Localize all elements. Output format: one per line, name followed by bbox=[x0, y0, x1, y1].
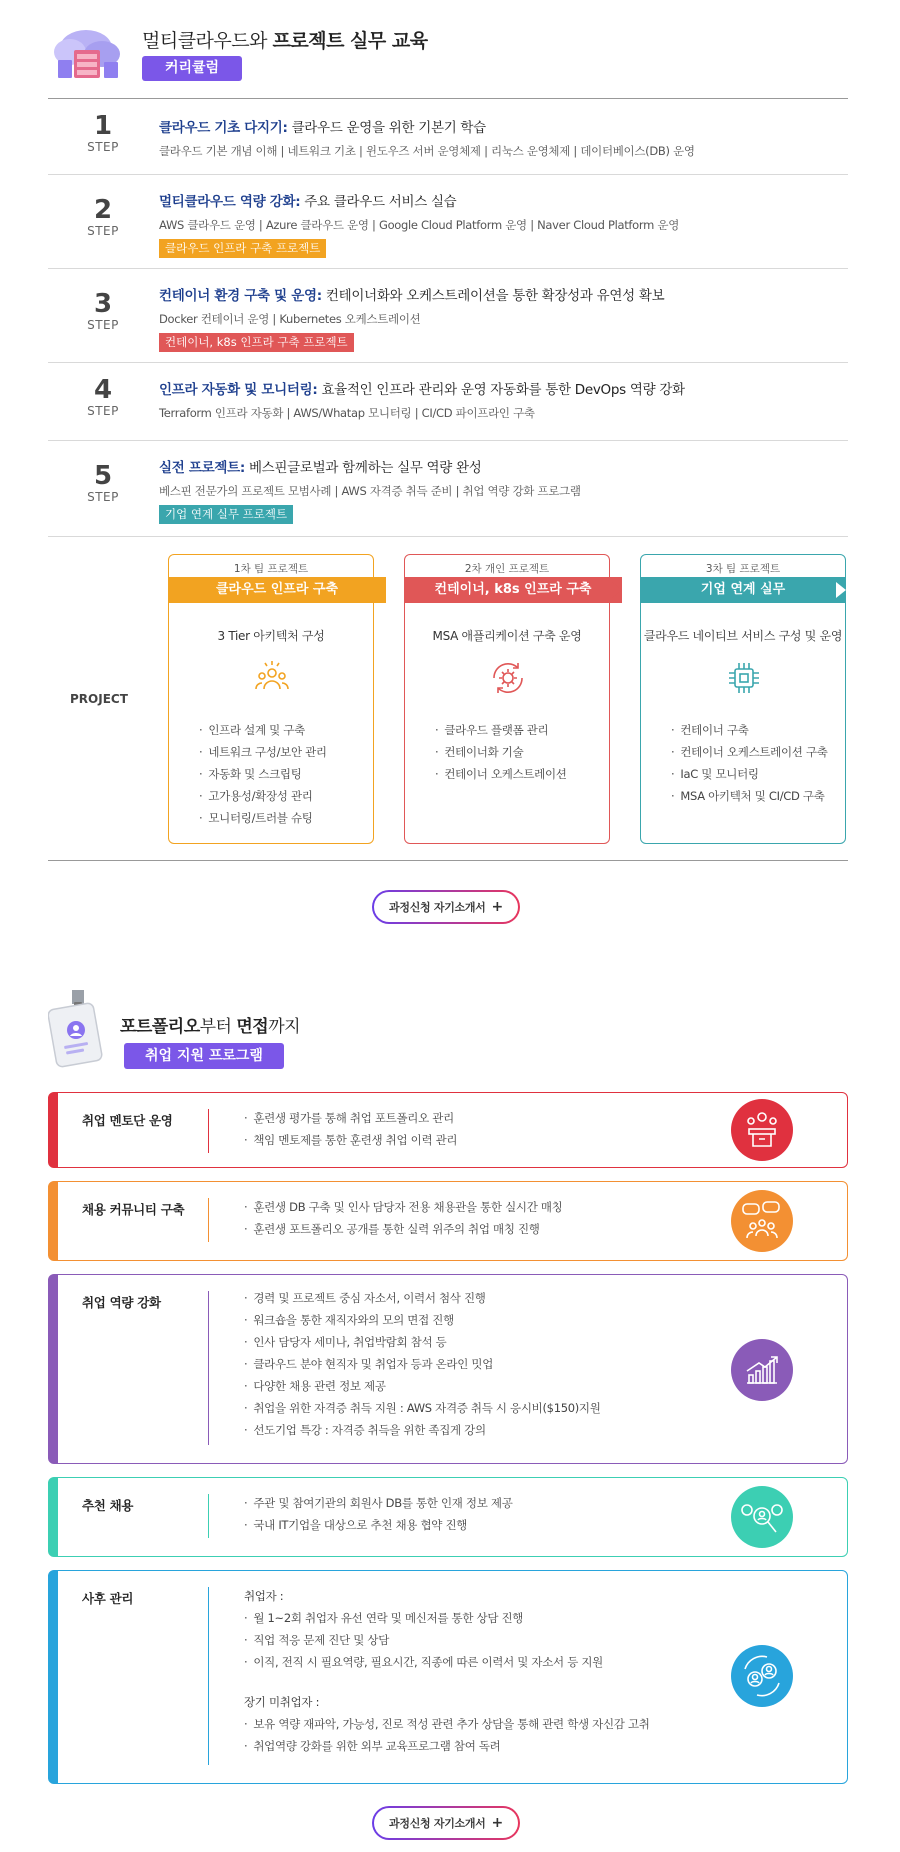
project-items bbox=[199, 719, 327, 829]
apply-button-label: 과정신청 자기소개서 bbox=[389, 1817, 486, 1830]
step-label: STEP bbox=[87, 224, 119, 238]
step-3 bbox=[48, 282, 848, 362]
divider bbox=[48, 440, 848, 441]
divider bbox=[48, 536, 848, 537]
support-box-items bbox=[244, 1585, 650, 1757]
step-tag: 클라우드 인프라 구축 프로젝트 bbox=[159, 239, 326, 258]
list-item: · 훈련생 평가를 통해 취업 포트폴리오 관리 bbox=[244, 1107, 457, 1129]
project-sub: 2차 개인 프로젝트 bbox=[464, 563, 550, 575]
step-title: 인프라 자동화 및 모니터링: 효율적인 인프라 관리와 운영 자동화를 통한 DevOps 역량 강화 bbox=[159, 382, 685, 398]
list-item: · 컨테이너화 기술 bbox=[435, 741, 567, 763]
step-title: 클라우드 기초 다지기: 클라우드 운영을 위한 기본기 학습 bbox=[159, 120, 486, 136]
list-item: · 고가용성/확장성 관리 bbox=[199, 785, 327, 807]
list-item: · 주관 및 참여기관의 회원사 DB를 통한 인재 정보 제공 bbox=[244, 1492, 513, 1514]
step-desc: Docker 컨테이너 운영 | Kubernetes 오케스트레이션 bbox=[159, 312, 421, 326]
list-item: · 다양한 채용 관련 정보 제공 bbox=[244, 1375, 601, 1397]
list-item: · 워크숍을 통한 재직자와의 모의 면접 진행 bbox=[244, 1309, 601, 1331]
list-item: · 자동화 및 스크립팅 bbox=[199, 763, 327, 785]
list-item: · 클라우드 분야 현직자 및 취업자 등과 온라인 밋업 bbox=[244, 1353, 601, 1375]
curriculum-title: 멀티클라우드와 프로젝트 실무 교육 bbox=[142, 30, 428, 52]
list-item: · 국내 IT기업을 대상으로 추천 채용 협약 진행 bbox=[244, 1514, 513, 1536]
support-box-recommend bbox=[48, 1477, 848, 1557]
list-item: · 월 1~2회 취업자 유선 연락 및 메신저를 통한 상담 진행 bbox=[244, 1607, 650, 1629]
step-desc: 베스핀 전문가의 프로젝트 모범사례 | AWS 자격증 취득 준비 | 취업 역량 강화 프로그램 bbox=[159, 484, 581, 498]
step-tag: 기업 연계 실무 프로젝트 bbox=[159, 505, 293, 524]
team-icon bbox=[253, 659, 291, 697]
growth-chart-icon bbox=[731, 1339, 793, 1401]
apply-button-label: 과정신청 자기소개서 bbox=[389, 901, 486, 914]
support-box-items bbox=[244, 1107, 457, 1151]
step-desc: Terraform 인프라 자동화 | AWS/Whatap 모니터링 | CI/CD 파이프라인 구축 bbox=[159, 406, 535, 420]
apply-button[interactable] bbox=[372, 1806, 520, 1840]
step-2 bbox=[48, 188, 848, 268]
support-box-title: 채용 커뮤니티 구축 bbox=[82, 1202, 185, 1217]
project-heading: MSA 애플리케이션 구축 운영 bbox=[432, 629, 582, 643]
project-card-2 bbox=[404, 554, 610, 844]
plus-icon: + bbox=[491, 1815, 503, 1831]
list-item: · 보유 역량 재파악, 가능성, 진로 적성 관련 추가 상담을 통해 관련 학생 자신감 고취 bbox=[244, 1713, 650, 1735]
project-heading: 클라우드 네이티브 서비스 구성 및 운영 bbox=[643, 629, 843, 643]
cloud-server-icon bbox=[48, 20, 128, 84]
divider bbox=[208, 1494, 209, 1538]
project-card-1 bbox=[168, 554, 374, 844]
divider bbox=[208, 1587, 209, 1765]
project-label: PROJECT bbox=[70, 692, 128, 706]
step-title: 실전 프로젝트: 베스핀글로벌과 함께하는 실무 역량 완성 bbox=[159, 460, 482, 476]
support-box-community bbox=[48, 1181, 848, 1261]
support-box-items bbox=[244, 1492, 513, 1536]
divider bbox=[208, 1291, 209, 1445]
step-title: 멀티클라우드 역량 강화: 주요 클라우드 서비스 실습 bbox=[159, 194, 457, 210]
list-item: · 인사 담당자 세미나, 취업박람회 참석 등 bbox=[244, 1331, 601, 1353]
divider bbox=[208, 1109, 209, 1153]
project-band: 클라우드 인프라 구축 bbox=[168, 577, 386, 603]
gear-cycle-icon bbox=[489, 659, 527, 697]
divider bbox=[48, 268, 848, 269]
list-item: · 이직, 전직 시 필요역량, 필요시간, 직종에 따른 이력서 및 자소서 등 지원 bbox=[244, 1651, 650, 1673]
project-items bbox=[435, 719, 567, 785]
step-label: STEP bbox=[87, 318, 119, 332]
step-label: STEP bbox=[87, 404, 119, 418]
list-item: · 컨테이너 구축 bbox=[671, 719, 828, 741]
project-band: 컨테이너, k8s 인프라 구축 bbox=[404, 577, 622, 603]
list-item: · MSA 아키텍처 및 CI/CD 구축 bbox=[671, 785, 828, 807]
project-band: 기업 연계 실무 bbox=[640, 577, 846, 603]
support-box-items bbox=[244, 1287, 601, 1441]
step-tag: 컨테이너, k8s 인프라 구축 프로젝트 bbox=[159, 333, 354, 352]
divider bbox=[208, 1198, 209, 1242]
divider bbox=[48, 98, 848, 99]
project-items bbox=[671, 719, 828, 807]
step-label: STEP bbox=[87, 140, 119, 154]
support-box-title: 추천 채용 bbox=[82, 1498, 134, 1513]
step-desc: 클라우드 기본 개념 이해 | 네트워크 기초 | 윈도우즈 서버 운영체제 | 리눅스 운영체제 | 데이터베이스(DB) 운영 bbox=[159, 144, 695, 158]
list-item: · 컨테이너 오케스트레이션 구축 bbox=[671, 741, 828, 763]
chip-icon bbox=[725, 659, 763, 697]
support-box-competency bbox=[48, 1274, 848, 1464]
mentor-podium-icon bbox=[731, 1099, 793, 1161]
step-number: 4 bbox=[93, 375, 113, 405]
curriculum-badge: 커리큘럼 bbox=[142, 56, 242, 81]
divider bbox=[48, 362, 848, 363]
project-sub: 1차 팀 프로젝트 bbox=[233, 563, 309, 575]
list-item: · 훈련생 DB 구축 및 인사 담당자 전용 채용관을 통한 실시간 매칭 bbox=[244, 1196, 562, 1218]
list-item: · 경력 및 프로젝트 중심 자소서, 이력서 첨삭 진행 bbox=[244, 1287, 601, 1309]
project-heading: 3 Tier 아키텍처 구성 bbox=[217, 629, 325, 643]
apply-button[interactable] bbox=[372, 890, 520, 924]
support-box-title: 취업 멘토단 운영 bbox=[82, 1113, 173, 1128]
group-heading: 장기 미취업자 : bbox=[244, 1695, 320, 1709]
step-label: STEP bbox=[87, 490, 119, 504]
step-number: 1 bbox=[93, 111, 113, 141]
community-chat-icon bbox=[731, 1190, 793, 1252]
users-cycle-icon bbox=[731, 1645, 793, 1707]
divider bbox=[48, 860, 848, 861]
support-badge: 취업 지원 프로그램 bbox=[124, 1043, 284, 1069]
divider bbox=[48, 174, 848, 175]
step-title: 컨테이너 환경 구축 및 운영: 컨테이너화와 오케스트레이션을 통한 확장성과 유연성 확보 bbox=[159, 288, 665, 304]
search-people-icon bbox=[731, 1486, 793, 1548]
list-item: · 모니터링/트러블 슈팅 bbox=[199, 807, 327, 829]
project-sub: 3차 팀 프로젝트 bbox=[705, 563, 781, 575]
group-heading: 취업자 : bbox=[244, 1589, 284, 1603]
step-1 bbox=[48, 112, 848, 172]
list-item: · 취업을 위한 자격증 취득 지원 : AWS 자격증 취득 시 응시비($150)지원 bbox=[244, 1397, 601, 1419]
list-item: · 책임 멘토제를 통한 훈련생 취업 이력 관리 bbox=[244, 1129, 457, 1151]
project-card-3 bbox=[640, 554, 846, 844]
support-box-aftercare bbox=[48, 1570, 848, 1784]
step-5 bbox=[48, 454, 848, 534]
support-title: 포트폴리오부터 면접까지 bbox=[120, 1017, 301, 1037]
support-box-title: 사후 관리 bbox=[82, 1591, 134, 1606]
step-desc: AWS 클라우드 운영 | Azure 클라우드 운영 | Google Cloud Platform 운영 | Naver Cloud Platform 운영 bbox=[159, 218, 680, 232]
support-box-title: 취업 역량 강화 bbox=[82, 1295, 161, 1310]
step-number: 2 bbox=[93, 195, 113, 225]
plus-icon: + bbox=[491, 899, 503, 915]
step-number: 3 bbox=[93, 289, 113, 319]
list-item: · IaC 및 모니터링 bbox=[671, 763, 828, 785]
list-item: · 네트워크 구성/보안 관리 bbox=[199, 741, 327, 763]
list-item: · 취업역량 강화를 위한 외부 교육프로그램 참여 독려 bbox=[244, 1735, 650, 1757]
list-item: · 인프라 설계 및 구축 bbox=[199, 719, 327, 741]
spacer bbox=[244, 1673, 650, 1691]
step-4 bbox=[48, 376, 848, 436]
list-item: · 직업 적응 문제 진단 및 상담 bbox=[244, 1629, 650, 1651]
list-item: · 훈련생 포트폴리오 공개를 통한 실력 위주의 취업 매칭 진행 bbox=[244, 1218, 562, 1240]
curriculum-header bbox=[48, 16, 848, 86]
support-box-items bbox=[244, 1196, 562, 1240]
id-badge-icon bbox=[48, 988, 108, 1068]
list-item: · 클라우드 플랫폼 관리 bbox=[435, 719, 567, 741]
support-box-mentor bbox=[48, 1092, 848, 1168]
list-item: · 선도기업 특강 : 자격증 취득을 위한 족집게 강의 bbox=[244, 1419, 601, 1441]
step-number: 5 bbox=[93, 461, 113, 491]
list-item: · 컨테이너 오케스트레이션 bbox=[435, 763, 567, 785]
